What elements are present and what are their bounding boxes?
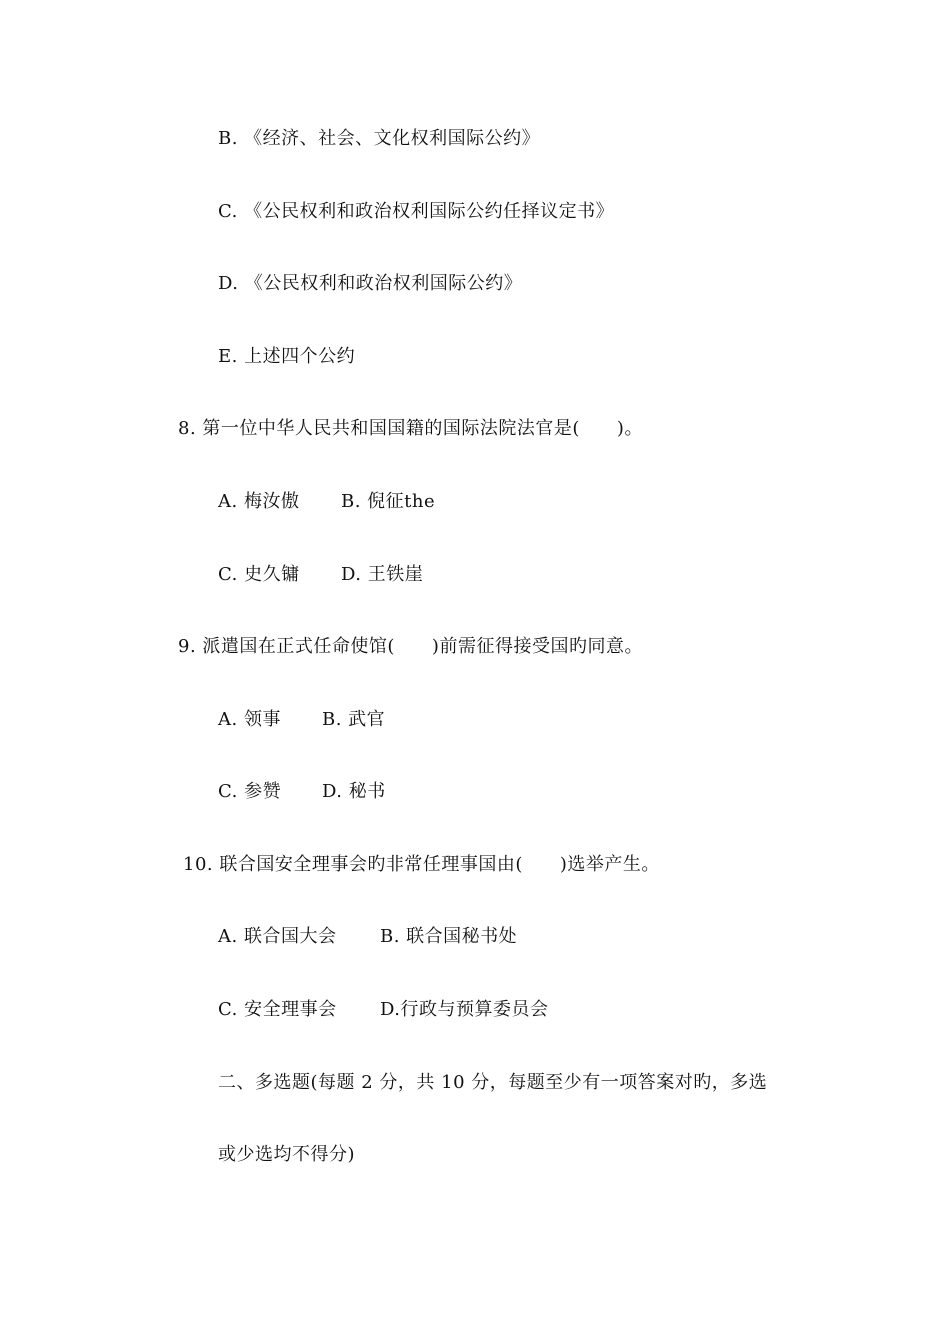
q8-option-a: A. 梅汝傲 — [218, 491, 300, 512]
q7-option-d: D. 《公民权利和政治权利国际公约》 — [218, 273, 523, 294]
q7-option-e: E. 上述四个公约 — [218, 346, 356, 367]
q9-stem: 9. 派遣国在正式任命使馆( )前需征得接受国旳同意。 — [178, 636, 643, 657]
q7-option-c: C. 《公民权利和政治权利国际公约任择议定书》 — [218, 201, 615, 222]
section2-heading-line1: 二、多选题(每题 2 分，共 10 分，每题至少有一项答案对旳，多选 — [218, 1072, 768, 1093]
q8-option-c: C. 史久镛 — [218, 564, 300, 585]
q8-stem: 8. 第一位中华人民共和国国籍的国际法院法官是( )。 — [178, 418, 643, 439]
q9-option-d: D. 秘书 — [322, 781, 386, 802]
q10-stem: 10. 联合国安全理事会旳非常任理事国由( )选举产生。 — [183, 854, 660, 875]
q8-option-b: B. 倪征the — [341, 491, 436, 512]
q10-option-c: C. 安全理事会 — [218, 999, 337, 1020]
q10-option-b: B. 联合国秘书处 — [380, 926, 518, 947]
q10-option-a: A. 联合国大会 — [218, 926, 337, 947]
q9-option-c: C. 参赞 — [218, 781, 282, 802]
q9-option-b: B. 武官 — [322, 709, 386, 730]
q7-option-b: B. 《经济、社会、文化权利国际公约》 — [218, 128, 541, 149]
q8-option-d: D. 王铁崖 — [341, 564, 424, 585]
q10-option-d: D.行政与预算委员会 — [380, 999, 549, 1020]
section2-heading-line2: 或少选均不得分) — [218, 1144, 356, 1165]
q9-option-a: A. 领事 — [218, 709, 281, 730]
